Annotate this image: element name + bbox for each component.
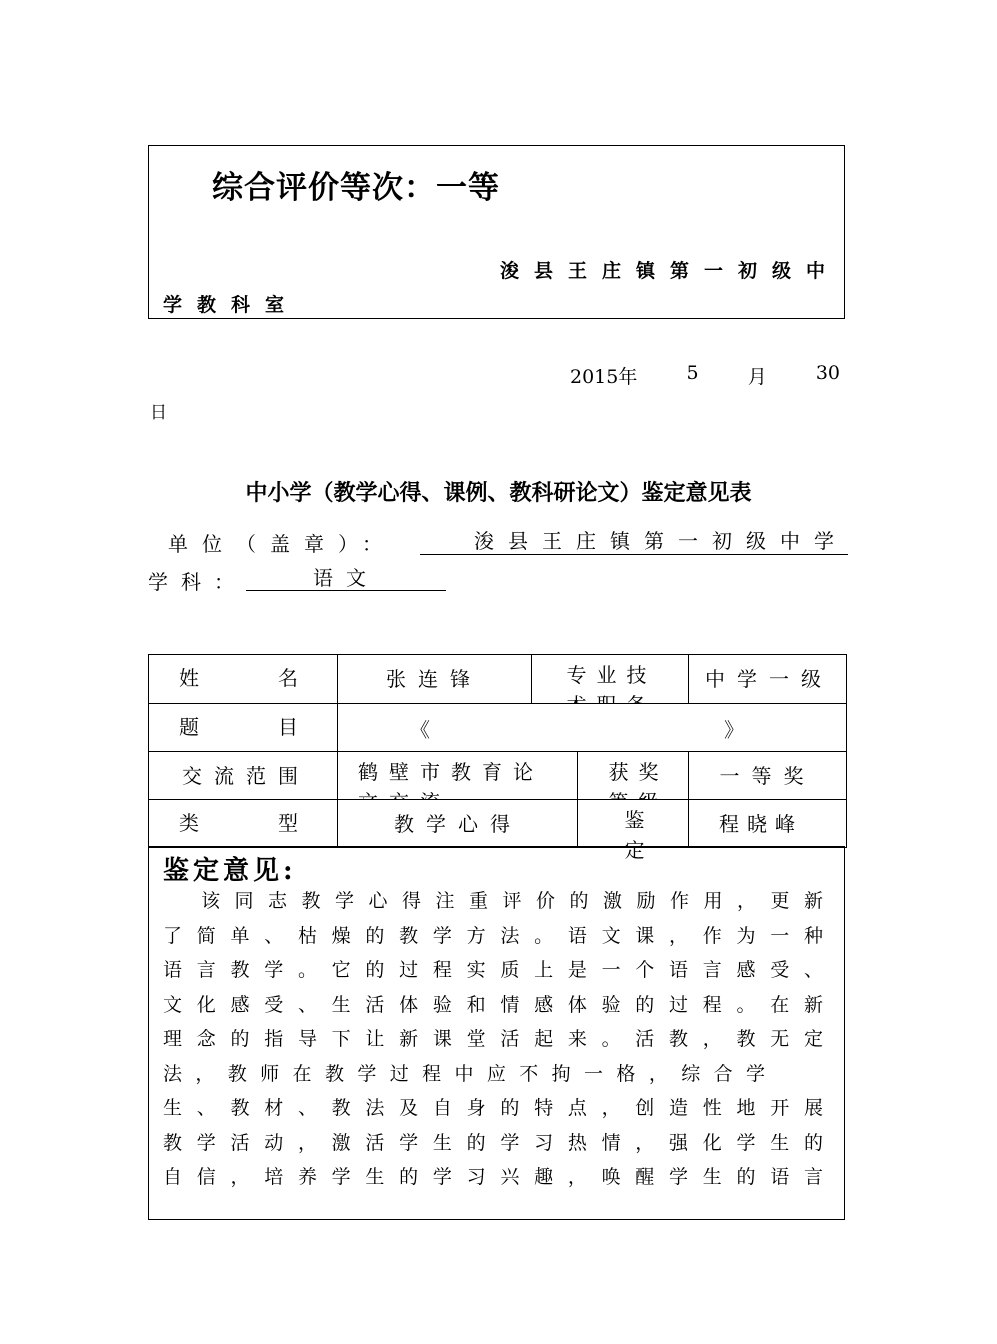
reviewer-value: 程晓峰 [688,799,847,848]
type-value: 教学心得 [337,799,579,848]
topic-label: 题 目 [179,715,298,739]
title-value: 中学一级 [688,654,847,705]
scope-label: 交流范围 [148,751,339,801]
name-value: 张连锋 [337,654,533,705]
type-label-cell [148,799,339,848]
stamp-value: 浚县王庄镇第一初级中学 [420,528,848,555]
opinion-line: 自信，培养学生的学习兴趣，唤醒学生的语言 [163,1166,823,1188]
stamp-label: 单位（盖章）： [168,532,396,556]
subject-label: 学科： [148,570,247,594]
topic-close-bracket: 》 [724,718,744,742]
scope-value: 鹤壁市教育论 [337,751,579,801]
topic-value-cell [337,703,847,753]
opinion-text [163,884,823,1195]
opinion-line: 教学活动，激活学生的学习热情，强化学生的 [163,1131,823,1154]
subject-value: 语文 [246,566,446,591]
opinion-line: 了简单、枯燥的教学方法。语文课，作为一种 [163,924,823,947]
topic-open-bracket: 《 [410,718,430,742]
issuing-unit-line1: 浚县王庄镇第一初级中 [500,260,841,282]
opinion-line: 法，教师在教学过程中应不拘一格，综合学 [163,1062,765,1085]
award-value: 一等奖 [688,751,847,801]
date-row [570,362,840,389]
date-month-char: 月 [747,366,767,388]
opinion-line: 文化感受、生活体验和情感体验的过程。在新 [163,993,823,1016]
reviewer-label: 鉴定 [577,799,690,848]
form-title: 中小学（教学心得、课例、教科研论文）鉴定意见表 [245,481,752,506]
title-label: 专业技 [531,654,690,705]
opinion-line: 理念的指导下让新课堂活起来。活教，教无定 [163,1028,823,1050]
award-label: 获奖 [577,751,690,801]
issuing-unit-line2: 学教科室 [163,294,300,316]
date-year: 2015 [570,366,619,388]
opinion-line: 语言教学。它的过程实质上是一个语言感受、 [163,959,823,981]
date-month: 5 [686,362,699,384]
date-year-char: 年 [618,366,638,388]
overall-grade: 综合评价等次：一等 [212,170,500,206]
date-day-char: 日 [150,403,167,423]
opinion-line: 生、教材、教法及自身的特点，创造性地开展 [163,1097,823,1119]
date-day-number: 30 [815,362,840,384]
topic-label-cell [148,703,339,753]
name-label: 姓 名 [179,666,298,690]
type-label: 类 型 [179,811,298,835]
name-label-cell [148,654,339,705]
opinion-line: 该同志教学心得注重评价的激励作用，更新 [201,890,823,912]
opinion-heading: 鉴定意见: [163,856,297,886]
